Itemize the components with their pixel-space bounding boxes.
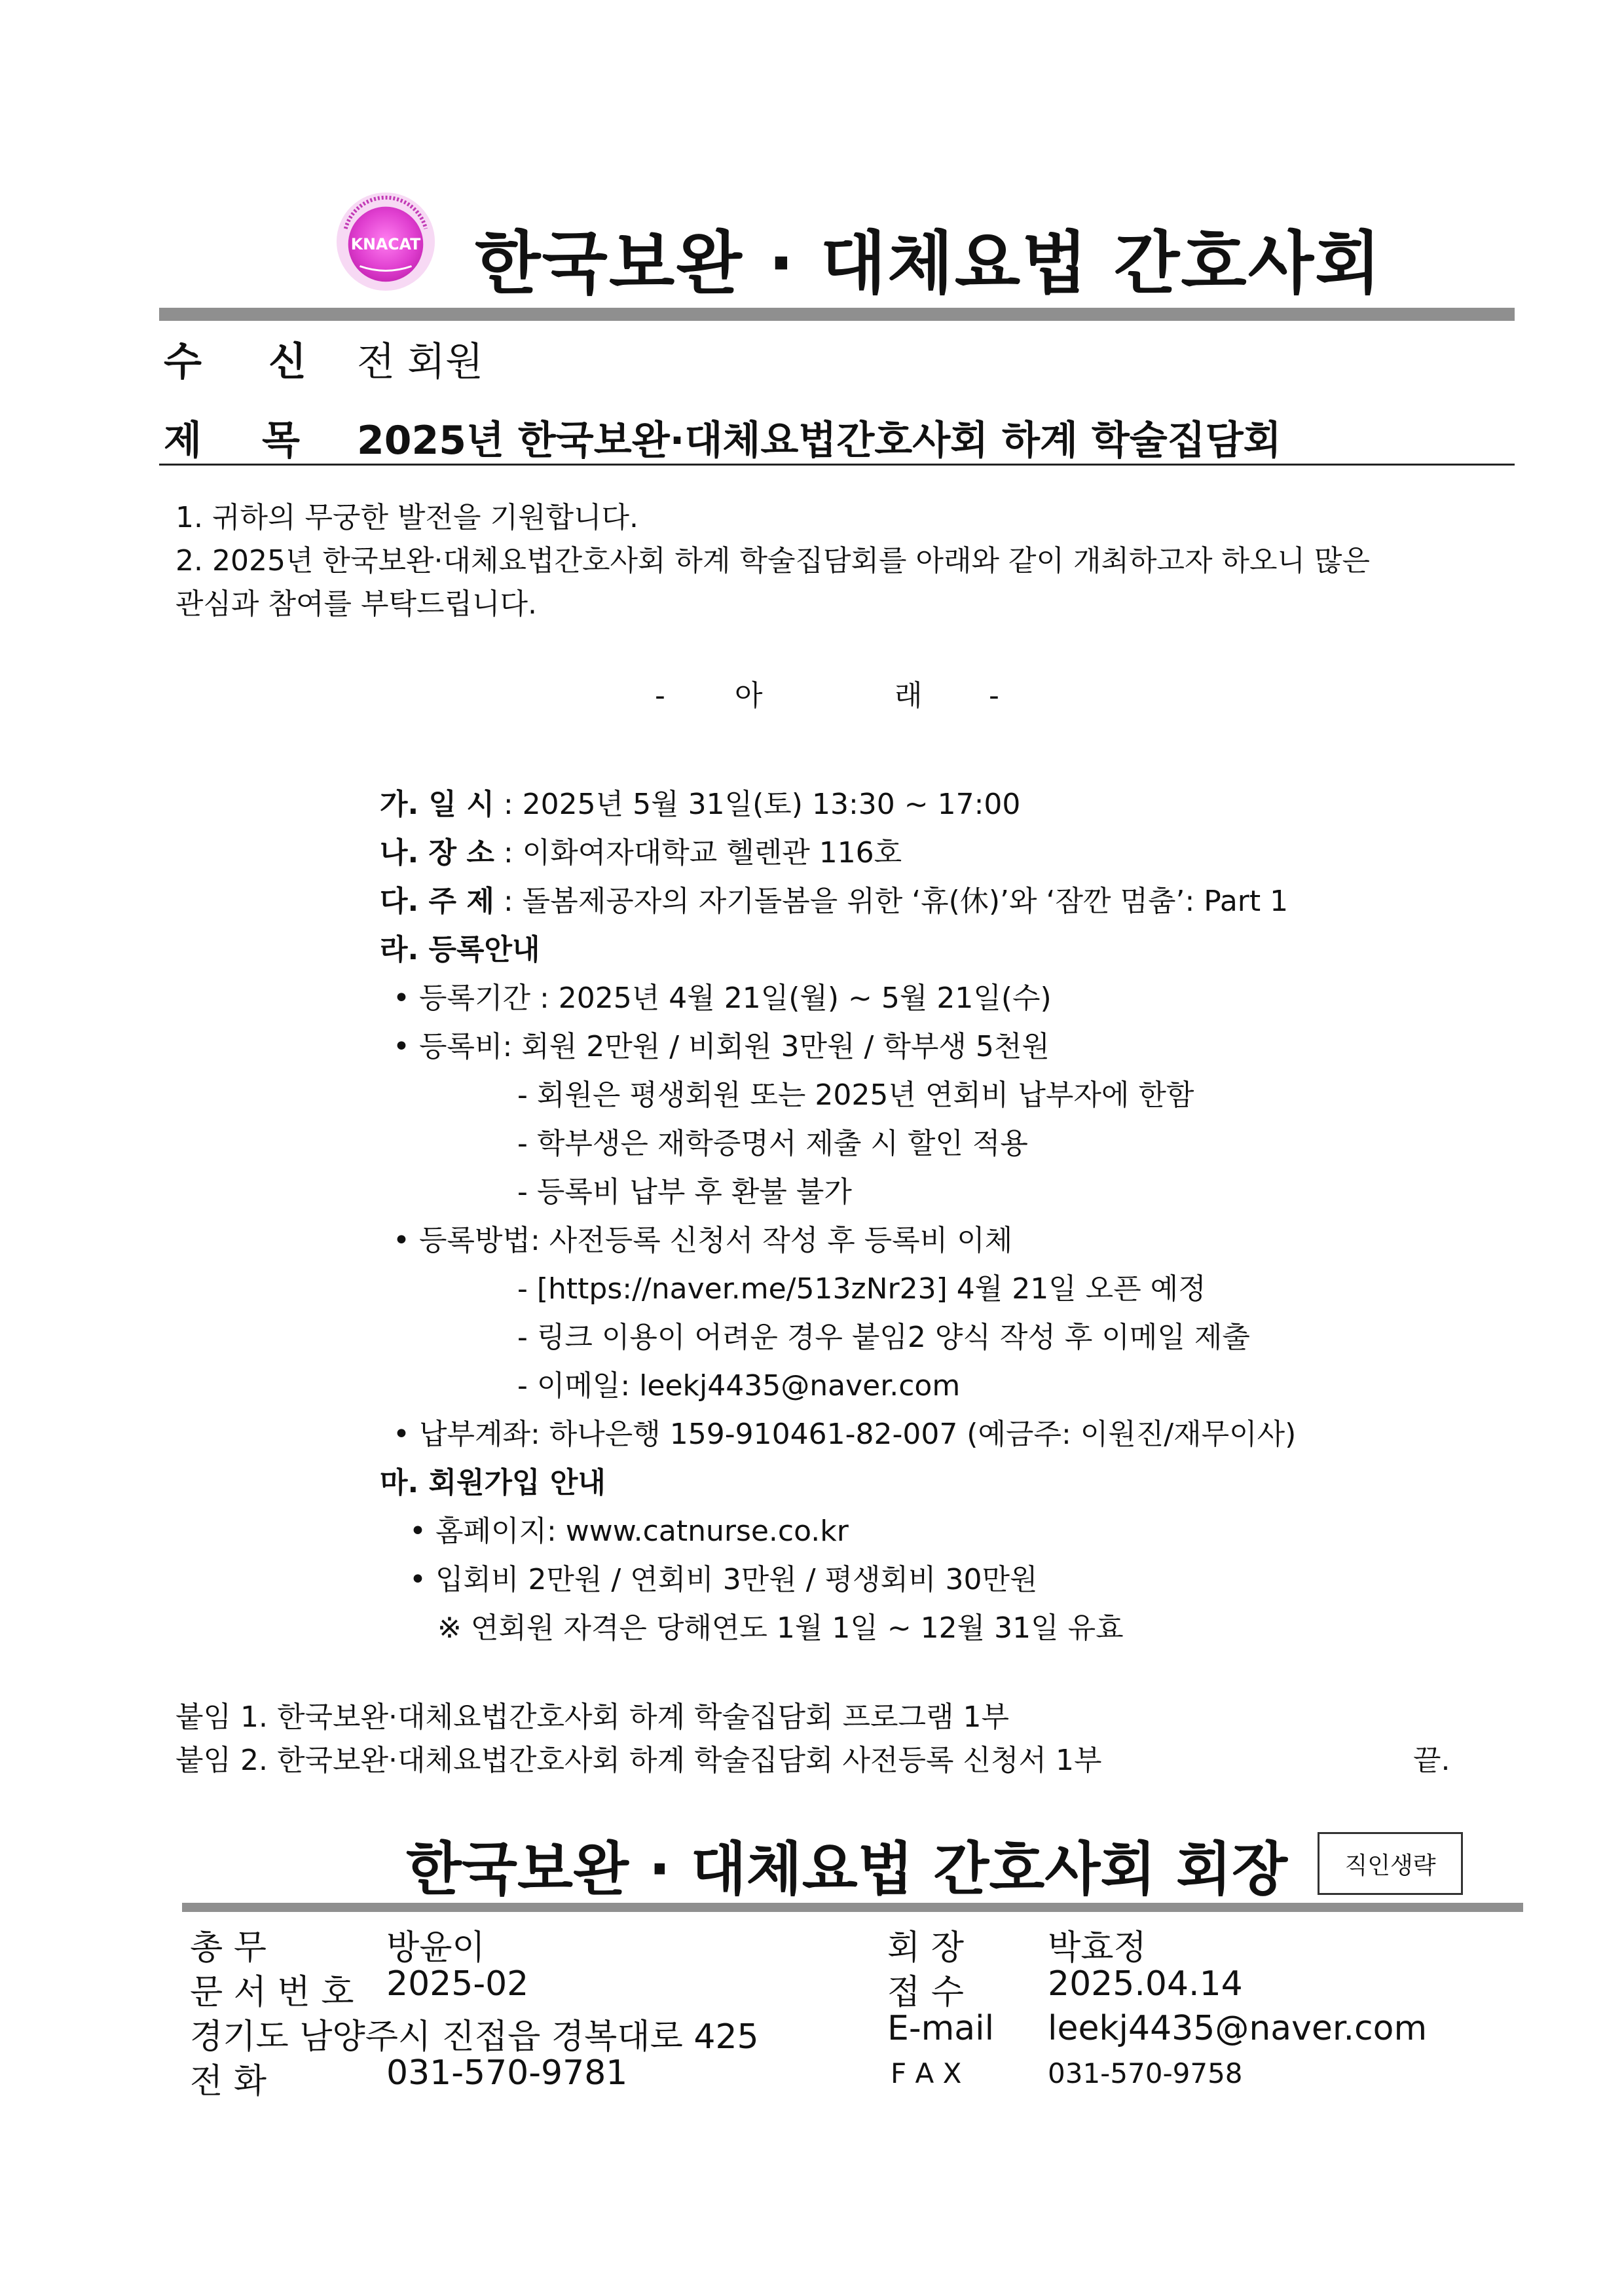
footer-docno-label: 문 서 번 호 <box>190 1973 354 2012</box>
footer-fax-label: F A X <box>891 2057 962 2089</box>
footer-role1-value: 방윤이 <box>386 1928 485 1968</box>
organization-logo <box>334 190 437 293</box>
homepage-link[interactable]: • 홈페이지: www.catnurse.co.kr <box>409 1515 849 1548</box>
registration-method: • 등록방법: 사전등록 신청서 작성 후 등록비 이체 <box>393 1224 1013 1257</box>
footer-role1-label: 총 무 <box>190 1928 267 1968</box>
footer-role2-value: 박효정 <box>1048 1928 1147 1968</box>
body-line-1: 1. 귀하의 무궁한 발전을 기원합니다. <box>175 501 638 534</box>
subject-label-2: 목 <box>262 418 300 464</box>
footer-email-value[interactable]: leekj4435@naver.com <box>1048 2009 1428 2048</box>
body-line-3: 관심과 참여를 부탁드립니다. <box>175 587 538 621</box>
notice-dash-left: - <box>655 679 665 712</box>
registration-fee-note-2: - 학부생은 재학증명서 제출 시 할인 적용 <box>517 1127 1028 1160</box>
footer-docno-value: 2025-02 <box>386 1964 529 2004</box>
subject-label-2-wrap <box>262 409 300 466</box>
subject-value: 2025년 한국보완·대체요법간호사회 하계 학술집담회 <box>357 418 1282 464</box>
notice-char-1: 아 <box>735 679 763 712</box>
footer-role2-label: 회 장 <box>887 1928 964 1968</box>
registration-fee: • 등록비: 회원 2만원 / 비회원 3만원 / 학부생 5천원 <box>393 1030 1050 1063</box>
attachment-2: 붙임 2. 한국보완·대체요법간호사회 하계 학술집담회 사전등록 신청서 1부 <box>175 1744 1102 1777</box>
footer-divider <box>182 1903 1523 1912</box>
registration-heading: 라. 등록안내 <box>380 933 540 966</box>
place-value: : 이화여자대학교 헬렌관 116호 <box>503 836 902 870</box>
registration-email[interactable]: - 이메일: leekj4435@naver.com <box>517 1369 961 1403</box>
attachment-1: 붙임 1. 한국보완·대체요법간호사회 하계 학술집담회 프로그램 1부 <box>175 1700 1009 1734</box>
recipient-label-2: 신 <box>268 339 306 385</box>
footer-email-label: E-mail <box>887 2009 995 2048</box>
theme-value: : 돌봄제공자의 자기돌봄을 위한 ‘휴(休)’와 ‘잠깐 멈춤’: Part 1 <box>503 885 1289 918</box>
seal-omitted-box: 직인생략 <box>1318 1832 1463 1895</box>
footer-fax-value: 031-570-9758 <box>1048 2057 1243 2089</box>
recipient-row <box>164 331 202 387</box>
subject-label-1-wrap <box>164 409 202 466</box>
notice-dash-right: - <box>989 679 999 712</box>
registration-method-note-2: - 링크 이용이 어려운 경우 붙임2 양식 작성 후 이메일 제출 <box>517 1321 1250 1354</box>
header-divider <box>159 308 1515 321</box>
footer-received-label: 접 수 <box>887 1973 964 2012</box>
subject-label-1: 제 <box>164 418 202 464</box>
date-value: : 2025년 5월 31일(토) 13:30 ~ 17:00 <box>503 788 1021 821</box>
date-label: 가. 일 시 <box>380 788 494 821</box>
recipient-label-1: 수 <box>164 339 202 385</box>
registration-period: • 등록기간 : 2025년 4월 21일(월) ~ 5월 21일(수) <box>393 982 1052 1015</box>
recipient-value: 전 회원 <box>357 339 483 385</box>
end-mark: 끝. <box>1413 1744 1450 1777</box>
membership-note: ※ 연회원 자격은 당해연도 1월 1일 ~ 12월 31일 유효 <box>437 1611 1124 1645</box>
footer-received-value: 2025.04.14 <box>1048 1964 1243 2004</box>
footer-phone-label: 전 화 <box>190 2062 267 2101</box>
theme-row <box>380 877 1288 919</box>
theme-label: 다. 주 제 <box>380 885 494 918</box>
membership-heading: 마. 회원가입 안내 <box>380 1466 606 1499</box>
notice-char-2: 래 <box>895 679 923 712</box>
logo-text: KNACAT <box>350 234 421 253</box>
place-label: 나. 장 소 <box>380 836 494 870</box>
payment-account: • 납부계좌: 하나은행 159-910461-82-007 (예금주: 이원진/재무이사) <box>393 1418 1297 1451</box>
registration-link[interactable]: - [https://naver.me/513zNr23] 4월 21일 오픈 예정 <box>517 1272 1206 1306</box>
registration-fee-note-3: - 등록비 납부 후 환불 불가 <box>517 1175 852 1209</box>
footer-address: 경기도 남양주시 진접읍 경복대로 425 <box>190 2017 759 2057</box>
membership-fees: • 입회비 2만원 / 연회비 3만원 / 평생회비 30만원 <box>409 1563 1038 1596</box>
recipient-label-2-wrap <box>268 331 306 387</box>
signer-title: 한국보완 · 대체요법 간호사회 회장 <box>406 1835 1288 1903</box>
footer-phone-value: 031-570-9781 <box>386 2053 628 2093</box>
document-title: 한국보완 · 대체요법 간호사회 <box>475 223 1382 303</box>
body-line-2: 2. 2025년 한국보완·대체요법간호사회 하계 학술집담회를 아래와 같이 개최하고자 하오니 많은 <box>175 544 1370 578</box>
date-row <box>380 780 1020 822</box>
registration-fee-note-1: - 회원은 평생회원 또는 2025년 연회비 납부자에 한함 <box>517 1078 1194 1112</box>
subject-divider <box>159 464 1515 466</box>
place-row <box>380 829 902 871</box>
